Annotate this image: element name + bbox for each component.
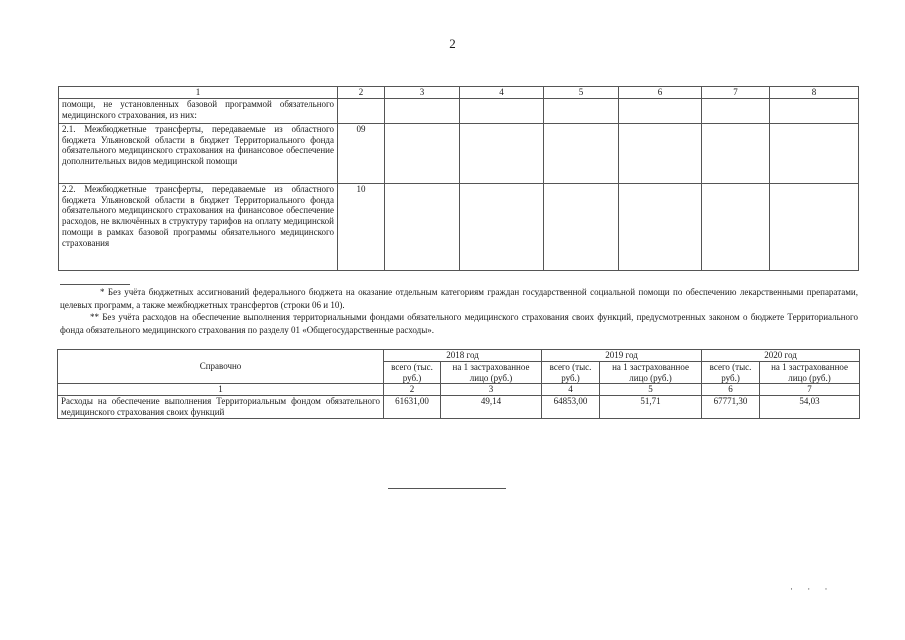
row-label: 2.1. Межбюджетные трансферты, передаваемые из областного бюджета Ульяновской области в бюджет Территориального фонда обязательного медицинского страхования на финансовое обеспечение дополнительных видов медицинской помощи (59, 123, 338, 183)
main-table (58, 86, 859, 271)
footnote-1 (60, 286, 858, 311)
empty-cell (619, 123, 702, 183)
footnote-1-text: * Без учёта бюджетных ассигнований федерального бюджета на оказание отдельным категориям граждан государственной социальной помощи по обеспечению лекарственными препаратами, целевых программ, а также межбюджетных трансфертов (строки 06 и 10). (60, 287, 858, 310)
value-cell: 51,71 (600, 396, 702, 419)
empty-cell (544, 98, 619, 123)
empty-cell (460, 123, 544, 183)
subheader-per-insured: на 1 застрахованное лицо (руб.) (441, 361, 542, 384)
empty-cell (385, 123, 460, 183)
footnote-2-text: ** Без учёта расходов на обеспечение выполнения территориальными фондами обязательного медицинского страхования своих функций, предусмотренных законом о бюджете Территориального фонда обязательного медицинского страхования по разделу 01 «Общегосударственные расходы». (60, 312, 858, 335)
scan-marks: · · · (790, 584, 834, 594)
value-cell: 61631,00 (384, 396, 441, 419)
col-number: 6 (702, 384, 760, 396)
subheader-per-insured: на 1 застрахованное лицо (руб.) (760, 361, 860, 384)
main-col-header: 6 (619, 87, 702, 99)
empty-cell (619, 183, 702, 270)
closing-line (388, 488, 506, 489)
footnote-separator (60, 284, 130, 285)
empty-cell (702, 183, 770, 270)
main-col-header: 8 (770, 87, 859, 99)
empty-cell (702, 123, 770, 183)
ref-colnum-row (58, 384, 860, 396)
empty-cell (460, 183, 544, 270)
col-number: 7 (760, 384, 860, 396)
main-table-header-row (59, 87, 859, 99)
row-code (338, 98, 385, 123)
year-header: 2019 год (542, 350, 702, 362)
col-number: 2 (384, 384, 441, 396)
ref-row-label: Расходы на обеспечение выполнения Территориальным фондом обязательного медицинского страхования своих функций (58, 396, 384, 419)
subheader-total: всего (тыс. руб.) (542, 361, 600, 384)
subheader-total: всего (тыс. руб.) (702, 361, 760, 384)
page-number: 2 (449, 36, 456, 51)
main-col-header: 3 (385, 87, 460, 99)
empty-cell (770, 123, 859, 183)
col-number: 5 (600, 384, 702, 396)
col-number: 4 (542, 384, 600, 396)
col-number: 3 (441, 384, 542, 396)
value-cell: 64853,00 (542, 396, 600, 419)
col-number: 1 (58, 384, 384, 396)
empty-cell (544, 123, 619, 183)
value-cell: 54,03 (760, 396, 860, 419)
year-header: 2020 год (702, 350, 860, 362)
year-header: 2018 год (384, 350, 542, 362)
row-label: помощи, не установленных базовой программой обязательного медицинского страхования, из них: (59, 98, 338, 123)
main-col-header: 5 (544, 87, 619, 99)
empty-cell (702, 98, 770, 123)
ref-label: Справочно (58, 350, 384, 384)
subheader-total: всего (тыс. руб.) (384, 361, 441, 384)
table-row (59, 183, 859, 270)
main-col-header: 1 (59, 87, 338, 99)
table-row (58, 396, 860, 419)
row-code: 10 (338, 183, 385, 270)
subheader-per-insured: на 1 застрахованное лицо (руб.) (600, 361, 702, 384)
reference-table (57, 349, 860, 419)
empty-cell (385, 183, 460, 270)
footnote-2 (60, 311, 858, 336)
empty-cell (460, 98, 544, 123)
table-row (59, 123, 859, 183)
value-cell: 49,14 (441, 396, 542, 419)
row-label: 2.2. Межбюджетные трансферты, передаваемые из областного бюджета Ульяновской области в бюджет Территориального фонда обязательного медицинского страхования на финансовое обеспечение расходов, не включённых в структуру тарифов на оплату медицинской помощи в рамках базовой программы обязательного медицинского страхования (59, 183, 338, 270)
main-col-header: 7 (702, 87, 770, 99)
empty-cell (770, 183, 859, 270)
empty-cell (619, 98, 702, 123)
main-col-header: 2 (338, 87, 385, 99)
table-row (59, 98, 859, 123)
empty-cell (544, 183, 619, 270)
empty-cell (385, 98, 460, 123)
row-code: 09 (338, 123, 385, 183)
ref-year-row (58, 350, 860, 362)
empty-cell (770, 98, 859, 123)
value-cell: 67771,30 (702, 396, 760, 419)
main-col-header: 4 (460, 87, 544, 99)
